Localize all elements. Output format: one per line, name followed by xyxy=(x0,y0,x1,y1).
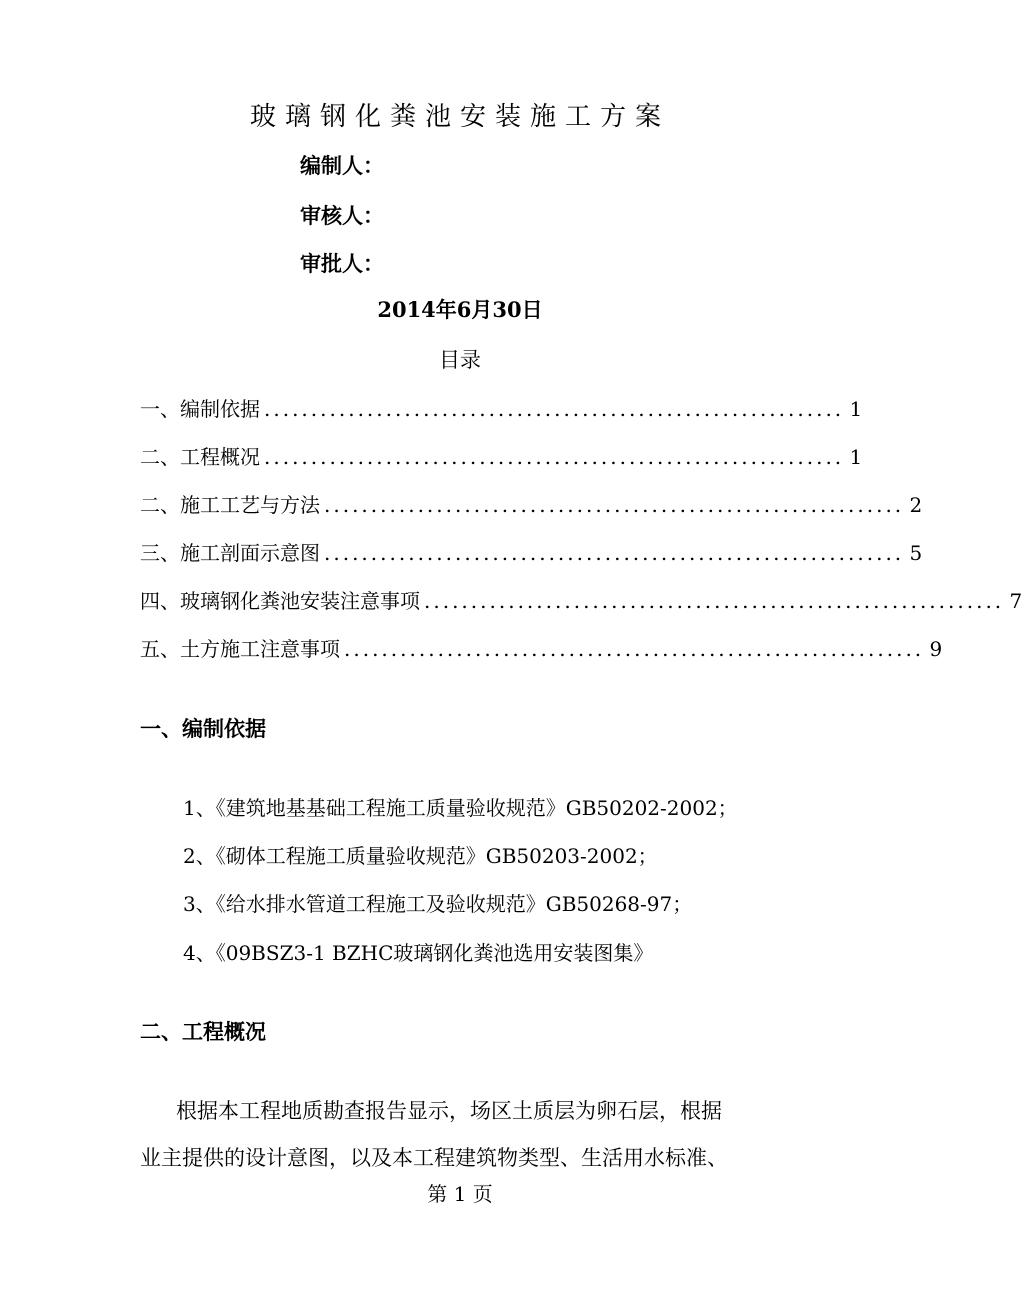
toc-item-label: 一、编制依据 xyxy=(140,397,260,421)
reference-item: 1、《建筑地基基础工程施工质量验收规范》GB50202-2002； xyxy=(183,796,738,820)
toc-item-label: 三、施工剖面示意图 xyxy=(140,541,320,565)
toc-item-page: 7 xyxy=(1009,589,1022,613)
toc-item-label: 二、工程概况 xyxy=(140,445,260,469)
toc-leader: .............................................................. xyxy=(324,541,905,565)
toc-item[interactable] xyxy=(140,489,923,518)
reference-item: 4、《09BSZ3-1 BZHC玻璃钢化粪池选用安装图集》 xyxy=(183,941,654,965)
toc-leader: .............................................................. xyxy=(324,493,905,517)
approver-label: 审批人： xyxy=(300,251,384,276)
section-heading-basis: 一、编制依据 xyxy=(140,716,266,741)
toc-leader: .............................................................. xyxy=(264,445,845,469)
toc-leader: .............................................................. xyxy=(344,637,925,661)
toc-leader: .............................................................. xyxy=(264,397,845,421)
document-date: 2014年6月30日 xyxy=(377,297,543,322)
toc-item-page: 1 xyxy=(849,397,863,421)
toc-item-label: 四、玻璃钢化粪池安装注意事项 xyxy=(140,589,420,613)
paragraph-line: 根据本工程地质勘查报告显示，场区土质层为卵石层，根据 xyxy=(176,1099,722,1123)
toc-item-page: 2 xyxy=(909,493,923,517)
toc-title: 目录 xyxy=(439,348,481,372)
toc-item[interactable] xyxy=(140,633,943,662)
toc-leader: .............................................................. xyxy=(424,589,1005,613)
section-heading-overview: 二、工程概况 xyxy=(140,1019,266,1044)
toc-item-page: 1 xyxy=(849,445,863,469)
paragraph-line: 业主提供的设计意图，以及本工程建筑物类型、生活用水标准、 xyxy=(140,1146,728,1170)
reference-item: 3、《给水排水管道工程施工及验收规范》GB50268-97； xyxy=(183,892,693,916)
compiler-label: 编制人： xyxy=(300,153,384,178)
reference-item: 2、《砌体工程施工质量验收规范》GB50203-2002； xyxy=(183,844,658,868)
document-title: 玻璃钢化粪池安装施工方案 xyxy=(249,102,670,132)
toc-item[interactable] xyxy=(140,585,1022,614)
reviewer-label: 审核人： xyxy=(300,203,384,228)
toc-item-page: 9 xyxy=(929,637,943,661)
toc-item-label: 二、施工工艺与方法 xyxy=(140,493,320,517)
toc-item[interactable] xyxy=(140,441,863,470)
toc-item-label: 五、土方施工注意事项 xyxy=(140,637,340,661)
toc-item-page: 5 xyxy=(909,541,923,565)
toc-item[interactable] xyxy=(140,393,863,422)
page-footer: 第 1 页 xyxy=(427,1182,493,1206)
toc-item[interactable] xyxy=(140,537,923,566)
